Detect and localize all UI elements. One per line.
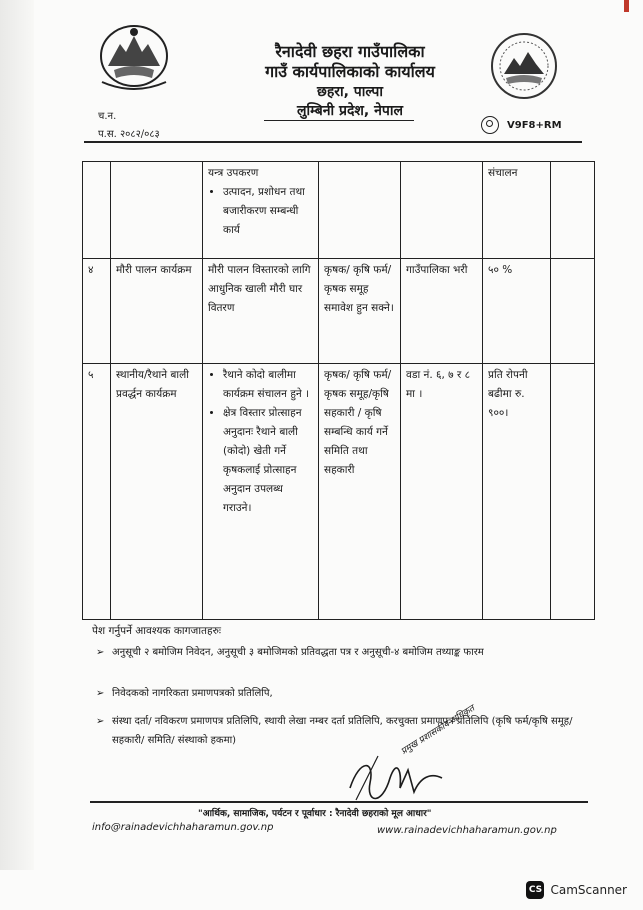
camscanner-icon: CS bbox=[526, 881, 544, 899]
arrow-bullet-icon: ➢ bbox=[96, 688, 105, 699]
requirement-text: संस्था दर्ता/ नविकरण प्रमाणपत्र प्रतिलिपि, स्थायी लेखा नम्बर दर्ता प्रतिलिपि, करचुक्ता प्रमाणपत्र प्रतिलिपि (कृषि फर्म/कृषि समूह/सहकारी/ समिति/ संस्थाको हकमा) bbox=[112, 716, 573, 746]
cell-beneficiary: कृषक/ कृषि फर्म/कृषक समूह समावेश हुन सक्ने। bbox=[319, 259, 401, 364]
activity-text: यन्त्र उपकरण bbox=[208, 167, 259, 179]
office-name: गाउँ कार्यपालिकाको कार्यालय bbox=[265, 62, 435, 81]
signatory-title: प्रमुख प्रशासकीय अधिकृत bbox=[399, 703, 477, 758]
requirement-item bbox=[96, 643, 590, 662]
cell-area: वडा नं. ६, ७ र ८ मा । bbox=[401, 364, 483, 620]
activity-item: • उत्पादन, प्रशोधन तथा बजारीकरण सम्बन्धी कार्य bbox=[223, 183, 313, 240]
cell-beneficiary bbox=[319, 162, 401, 259]
cell-program: स्थानीय/रैथाने बाली प्रवर्द्धन कार्यक्रम bbox=[111, 364, 203, 620]
table-row bbox=[83, 259, 595, 364]
cell-grant: प्रति रोपनी बढीमा रु. ९००। bbox=[483, 364, 551, 620]
header-underline bbox=[264, 120, 414, 121]
activity-item: • क्षेत्र विस्तार प्रोत्साहन अनुदानः रैथाने बाली (कोदो) खेती गर्ने कृषकलाई प्रोत्साहन अनुदान उपलब्ध गराउने। bbox=[223, 404, 313, 518]
requirement-item bbox=[96, 712, 590, 750]
municipality-logo bbox=[488, 30, 560, 102]
fiscal-year-ref: प.स. २०८२/०८३ bbox=[98, 129, 160, 140]
footer-motto: "आर्थिक, सामाजिक, पर्यटन र पूर्वाधार : रैनादेवी छहराको मूल आधार" bbox=[198, 809, 432, 819]
cell-sn: ५ bbox=[83, 364, 111, 620]
cell-program bbox=[111, 162, 203, 259]
activity-list bbox=[208, 366, 313, 518]
camscanner-watermark bbox=[526, 881, 627, 899]
cell-grant: संचालन bbox=[483, 162, 551, 259]
location-pin-icon bbox=[481, 116, 499, 134]
header-rule bbox=[84, 141, 582, 143]
footer-email[interactable]: info@rainadevichhaharamun.gov.np bbox=[92, 822, 274, 833]
cell-beneficiary: कृषक/ कृषि फर्म/कृषक समूह/कृषि सहकारी / कृषि सम्बन्धि कार्य गर्ने समिति तथा सहकारी bbox=[319, 364, 401, 620]
camscanner-label: CamScanner bbox=[550, 883, 627, 897]
table-row bbox=[83, 364, 595, 620]
org-name: रैनादेवी छहरा गाउँपालिका bbox=[275, 42, 425, 61]
arrow-bullet-icon: ➢ bbox=[96, 716, 105, 727]
cell-program: मौरी पालन कार्यक्रम bbox=[111, 259, 203, 364]
plus-code bbox=[481, 116, 562, 134]
scan-edge-shadow bbox=[0, 0, 34, 870]
cell-sn: ४ bbox=[83, 259, 111, 364]
cell-area: गाउँपालिका भरी bbox=[401, 259, 483, 364]
activity-list bbox=[208, 183, 313, 240]
province-line: लुम्बिनी प्रदेश, नेपाल bbox=[297, 103, 403, 119]
footer-website[interactable]: www.rainadevichhaharamun.gov.np bbox=[377, 825, 557, 836]
nepal-emblem-logo bbox=[96, 22, 172, 92]
office-location: छहरा, पाल्पा bbox=[317, 84, 383, 100]
requirement-text: अनुसूची २ बमोजिम निवेदन, अनुसूची ३ बमोजिमको प्रतिवद्धता पत्र र अनुसूची-४ बमोजिम तथ्याङ्क फारम bbox=[112, 647, 484, 658]
plus-code-text: V9F8+RM bbox=[507, 119, 562, 131]
cell-activities bbox=[203, 162, 319, 259]
program-table bbox=[82, 161, 595, 620]
cell-grant: ५० % bbox=[483, 259, 551, 364]
cell-area bbox=[401, 162, 483, 259]
requirement-text: निवेदकको नागरिकता प्रमाणपत्रको प्रतिलिपि, bbox=[112, 688, 273, 699]
activity-item: • रैथाने कोदो बालीमा कार्यक्रम संचालन हुने । bbox=[223, 366, 313, 404]
cell-activities: मौरी पालन विस्तारको लागि आधुनिक खाली मौरी घार वितरण bbox=[203, 259, 319, 364]
cell-sn bbox=[83, 162, 111, 259]
table-row bbox=[83, 162, 595, 259]
requirement-item bbox=[96, 684, 590, 703]
letter-number-label: च.न. bbox=[98, 111, 117, 122]
red-corner-mark bbox=[624, 0, 629, 12]
cell-blank bbox=[551, 162, 595, 259]
footer-rule bbox=[90, 801, 588, 803]
cell-blank bbox=[551, 364, 595, 620]
cell-blank bbox=[551, 259, 595, 364]
arrow-bullet-icon: ➢ bbox=[96, 647, 105, 658]
cell-activities bbox=[203, 364, 319, 620]
requirements-title: पेश गर्नुपर्ने आवश्यक कागजातहरुः bbox=[92, 625, 221, 637]
